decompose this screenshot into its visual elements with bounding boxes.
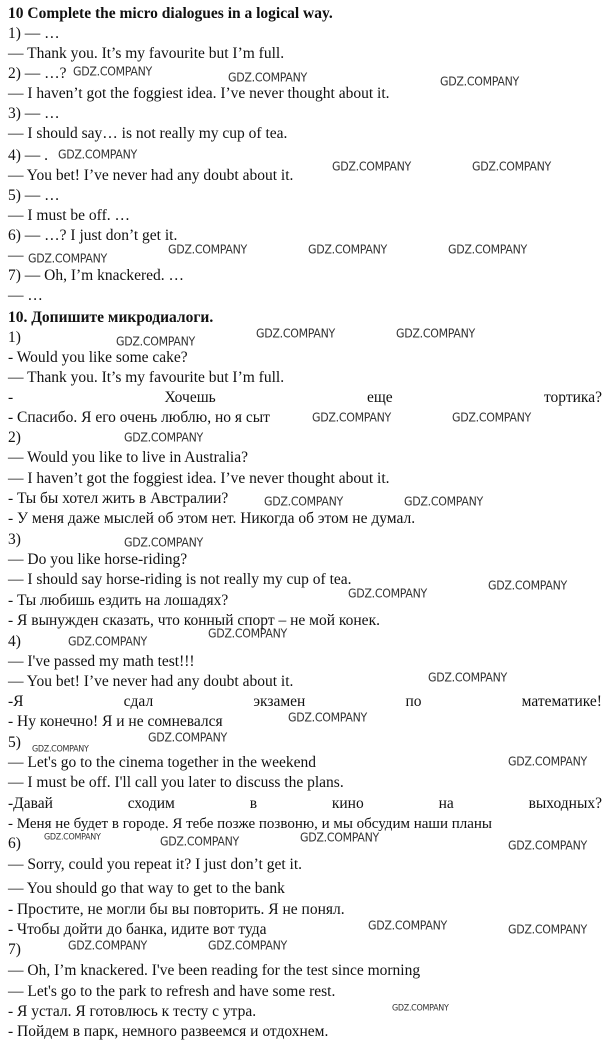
dialogue-line: - Я вынужден сказать, что конный спорт – не мой конек. [8,612,380,629]
dialogue-number: 7) [8,941,21,958]
watermark: GDZ.COMPANY [124,535,203,550]
watermark: GDZ.COMPANY [160,834,239,849]
dialogue-line: 1) — … [8,25,60,42]
watermark: GDZ.COMPANY [448,242,527,257]
word: выходных? [528,795,602,812]
watermark: GDZ.COMPANY [208,938,287,953]
dialogue-line: — Oh, I’m knackered. I've been reading for the test since morning [8,962,421,979]
dialogue-line: - У меня даже мыслей об этом нет. Никогда об этом не думал. [8,510,416,527]
dialogue-number: 2) [8,429,21,446]
dialogue-line: - Ты любишь ездить на лошадях? [8,592,229,609]
dialogue-number: 6) [8,835,21,852]
dialogue-line: — Sorry, could you repeat it? I just don’t get it. [8,856,303,873]
watermark: GDZ.COMPANY [452,410,531,425]
exercise-heading-ru: 10. Допишите микродиалоги. [8,309,214,326]
dialogue-line: — I've passed my math test!!! [8,653,195,670]
dialogue-line: - Спасибо. Я его очень люблю, но я сыт [8,409,270,426]
dialogue-line-justified [8,692,602,712]
word: кино [331,795,364,812]
word: сходим [127,795,175,812]
dialogue-line: — You bet! I’ve never had any doubt about it. [8,167,294,184]
dialogue-line: — [8,247,24,264]
dialogue-line: — I must be off. … [8,207,130,224]
watermark: GDZ.COMPANY [392,1002,449,1013]
dialogue-line-justified [8,794,602,814]
dialogue-line: — I must be off. I'll call you later to discuss the plans. [8,774,344,791]
watermark: GDZ.COMPANY [396,326,475,341]
dialogue-line: 5) — … [8,187,60,204]
dialogue-line: — I should say… is not really my cup of tea. [8,125,288,142]
watermark: GDZ.COMPANY [288,710,367,725]
watermark: GDZ.COMPANY [116,334,195,349]
watermark: GDZ.COMPANY [348,586,427,601]
watermark: GDZ.COMPANY [68,938,147,953]
watermark: GDZ.COMPANY [58,147,137,162]
watermark: GDZ.COMPANY [228,70,307,85]
word: Хочешь [164,389,216,406]
exercise-heading-en: 10 Complete the micro dialogues in a logical way. [8,5,333,22]
word: в [249,795,258,812]
watermark: GDZ.COMPANY [168,242,247,257]
dialogue-line: - Would you like some cake? [8,349,188,366]
dialogue-number: 5) [8,734,21,751]
dialogue-line-justified [8,388,602,408]
watermark: GDZ.COMPANY [488,578,567,593]
watermark: GDZ.COMPANY [508,838,587,853]
dialogue-line: — Let's go to the park to refresh and have some rest. [8,983,336,1000]
dialogue-line: — I haven’t got the foggiest idea. I’ve never thought about it. [8,85,390,102]
word: по [405,693,422,710]
dialogue-line: — I haven’t got the foggiest idea. I’ve never thought about it. [8,470,390,487]
dialogue-line: 2) — …? [8,65,67,82]
dialogue-number: 4) [8,633,21,650]
watermark: GDZ.COMPANY [68,634,147,649]
watermark: GDZ.COMPANY [440,74,519,89]
watermark: GDZ.COMPANY [472,159,551,174]
dialogue-line: — You bet! I’ve never had any doubt about it. [8,673,294,690]
watermark: GDZ.COMPANY [256,326,335,341]
dialogue-line: - Ну конечно! Я и не сомневался [8,713,223,730]
word: тортика? [543,389,602,406]
dialogue-line: - Ты бы хотел жить в Австралии? [8,490,229,507]
watermark: GDZ.COMPANY [264,494,343,509]
dialogue-line: — I should say horse-riding is not really my cup of tea. [8,571,352,588]
dialogue-line: 4) — . [8,147,49,164]
watermark: GDZ.COMPANY [308,242,387,257]
dialogue-line: — You should go that way to get to the bank [8,880,285,897]
dialogue-number: 1) [8,329,21,346]
watermark: GDZ.COMPANY [208,626,287,641]
watermark: GDZ.COMPANY [332,159,411,174]
dialogue-line: 7) — Oh, I’m knackered. … [8,267,185,284]
dialogue-line: — … [8,287,43,304]
watermark: GDZ.COMPANY [428,670,507,685]
watermark: GDZ.COMPANY [368,918,447,933]
dialogue-line: — Do you like horse-riding? [8,551,188,568]
dialogue-line: — Thank you. It’s my favourite but I’m full. [8,45,285,62]
dialogue-line: — Would you like to live in Australia? [8,449,248,466]
dialogue-line: - Пойдем в парк, немного развеемся и отдохнем. [8,1023,329,1040]
word: экзамен [253,693,306,710]
dialogue-line: - Я устал. Я готовлюсь к тесту с утра. [8,1003,257,1020]
word: математике! [521,693,602,710]
watermark: GDZ.COMPANY [404,494,483,509]
watermark: GDZ.COMPANY [312,410,391,425]
dialogue-line: 6) — …? I just don’t get it. [8,227,178,244]
dialogue-line: 3) — … [8,105,60,122]
word: еще [366,389,393,406]
watermark: GDZ.COMPANY [44,831,101,842]
word: сдал [123,693,154,710]
word: -Я [8,693,24,710]
dialogue-line: — Let's go to the cinema together in the weekend [8,754,316,771]
word: на [438,795,454,812]
watermark: GDZ.COMPANY [300,830,379,845]
word: - [8,389,14,406]
dialogue-line: - Простите, не могли бы вы повторить. Я не понял. [8,901,345,918]
watermark: GDZ.COMPANY [73,64,152,79]
dialogue-line: — Thank you. It’s my favourite but I’m full. [8,369,285,386]
watermark: GDZ.COMPANY [28,251,107,266]
dialogue-number: 3) [8,531,21,548]
watermark: GDZ.COMPANY [32,743,89,754]
watermark: GDZ.COMPANY [508,922,587,937]
word: -Давай [8,795,53,812]
watermark: GDZ.COMPANY [148,730,227,745]
watermark: GDZ.COMPANY [508,754,587,769]
watermark: GDZ.COMPANY [124,430,203,445]
dialogue-line: - Чтобы дойти до банка, идите вот туда [8,921,267,938]
dialogue-line: - Меня не будет в городе. Я тебе позже позвоню, и мы обсудим наши планы [8,816,492,832]
